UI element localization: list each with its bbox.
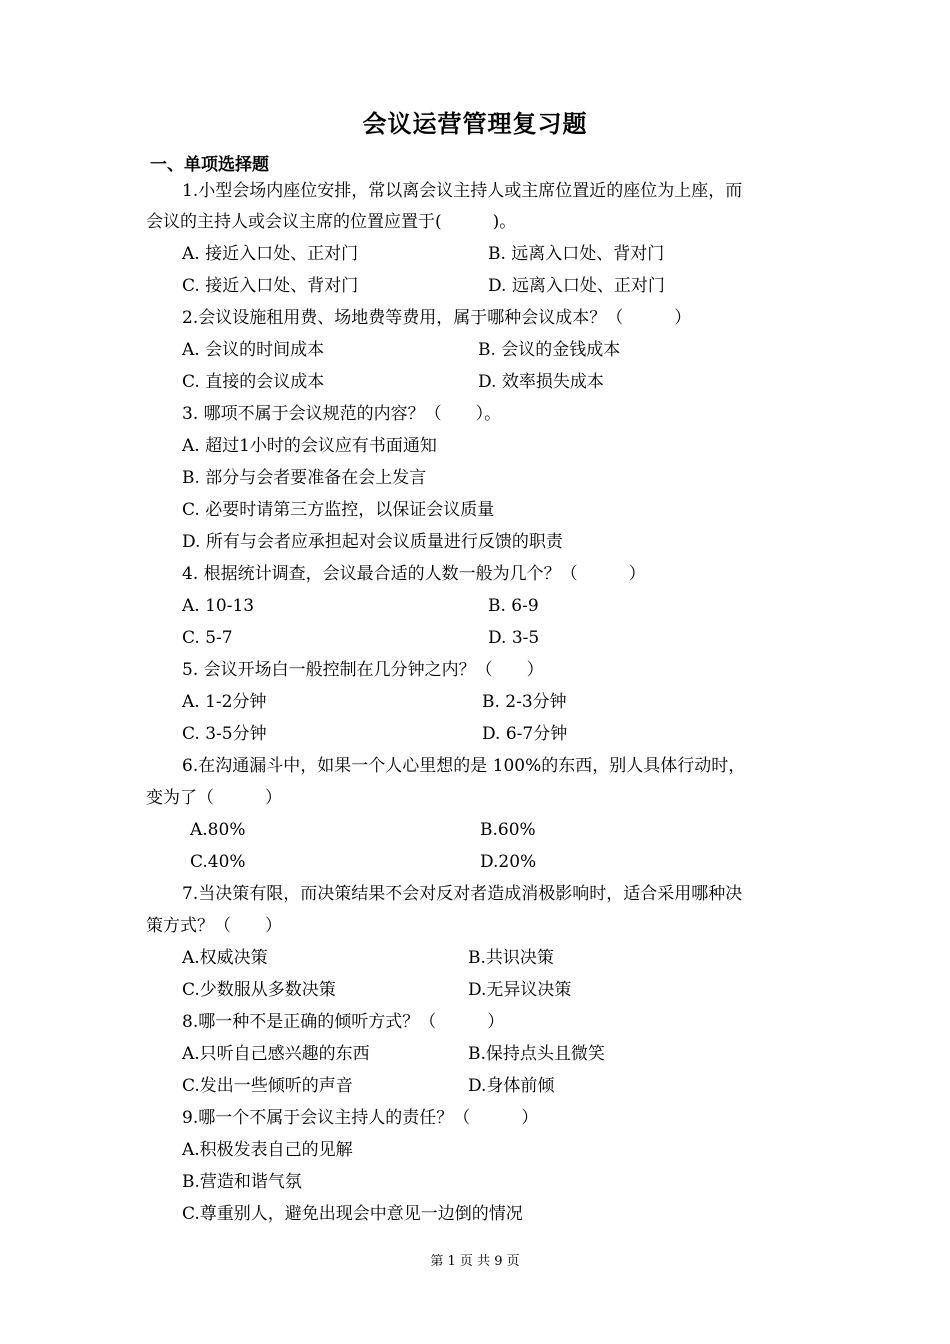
option-5b: B. 2-3分钟 bbox=[482, 692, 567, 712]
option-8d: D.身体前倾 bbox=[468, 1076, 555, 1096]
option-3c: C. 必要时请第三方监控，以保证会议质量 bbox=[182, 500, 495, 520]
option-4d: D. 3-5 bbox=[488, 628, 540, 648]
option-6c: C.40% bbox=[190, 852, 246, 872]
section-heading: 一、单项选择题 bbox=[150, 155, 269, 175]
option-8a: A.只听自己感兴趣的东西 bbox=[182, 1044, 370, 1064]
option-4a: A. 10-13 bbox=[182, 596, 255, 616]
option-1a: A. 接近入口处、正对门 bbox=[182, 244, 359, 264]
option-3b: B. 部分与会者要准备在会上发言 bbox=[182, 468, 427, 488]
option-6a: A.80% bbox=[190, 820, 246, 840]
question-9: 9.哪一个不属于会议主持人的责任？（ ） bbox=[182, 1108, 539, 1128]
question-8: 8.哪一种不是正确的倾听方式？（ ） bbox=[182, 1012, 505, 1032]
option-1c: C. 接近入口处、背对门 bbox=[182, 276, 359, 296]
option-4b: B. 6-9 bbox=[488, 596, 539, 616]
question-4: 4. 根据统计调查，会议最合适的人数一般为几个？（ ） bbox=[182, 564, 646, 584]
option-8b: B.保持点头且微笑 bbox=[468, 1044, 605, 1064]
question-7-line-1: 7.当决策有限，而决策结果不会对反对者造成消极影响时，适合采用哪种决 bbox=[182, 884, 743, 904]
option-4c: C. 5-7 bbox=[182, 628, 233, 648]
option-7a: A.权威决策 bbox=[182, 948, 268, 968]
question-2: 2.会议设施租用费、场地费等费用，属于哪种会议成本？（ ） bbox=[182, 308, 692, 328]
page-footer: 第 1 页 共 9 页 bbox=[430, 1254, 520, 1269]
option-9a: A.积极发表自己的见解 bbox=[182, 1140, 353, 1160]
option-2b: B. 会议的金钱成本 bbox=[478, 340, 621, 360]
question-1-line-1: 1.小型会场内座位安排，常以离会议主持人或主席位置近的座位为上座，而 bbox=[182, 181, 743, 201]
option-1d: D. 远离入口处、正对门 bbox=[488, 276, 665, 296]
question-5: 5. 会议开场白一般控制在几分钟之内？（ ） bbox=[182, 660, 544, 680]
option-2a: A. 会议的时间成本 bbox=[182, 340, 325, 360]
option-5c: C. 3-5分钟 bbox=[182, 724, 267, 744]
option-6b: B.60% bbox=[480, 820, 536, 840]
question-1-line-2: 会议的主持人或会议主席的位置应置于( )。 bbox=[146, 212, 517, 232]
option-2d: D. 效率损失成本 bbox=[478, 372, 604, 392]
option-3a: A. 超过1小时的会议应有书面通知 bbox=[182, 436, 437, 456]
option-7c: C.少数服从多数决策 bbox=[182, 980, 336, 1000]
option-2c: C. 直接的会议成本 bbox=[182, 372, 325, 392]
question-3: 3. 哪项不属于会议规范的内容？（ ）。 bbox=[182, 404, 502, 424]
option-9c: C.尊重别人，避免出现会中意见一边倒的情况 bbox=[182, 1204, 523, 1224]
option-8c: C.发出一些倾听的声音 bbox=[182, 1076, 353, 1096]
option-5a: A. 1-2分钟 bbox=[182, 692, 267, 712]
option-9b: B.营造和谐气氛 bbox=[182, 1172, 302, 1192]
question-6-line-2: 变为了（ ） bbox=[146, 788, 282, 808]
option-1b: B. 远离入口处、背对门 bbox=[488, 244, 665, 264]
option-3d: D. 所有与会者应承担起对会议质量进行反馈的职责 bbox=[182, 532, 563, 552]
question-7-line-2: 策方式？（ ） bbox=[146, 916, 282, 936]
question-6-line-1: 6.在沟通漏斗中，如果一个人心里想的是 100%的东西，别人具体行动时， bbox=[182, 756, 746, 776]
page-title: 会议运营管理复习题 bbox=[362, 110, 588, 138]
option-7b: B.共识决策 bbox=[468, 948, 554, 968]
option-7d: D.无异议决策 bbox=[468, 980, 572, 1000]
option-6d: D.20% bbox=[480, 852, 537, 872]
option-5d: D. 6-7分钟 bbox=[482, 724, 568, 744]
